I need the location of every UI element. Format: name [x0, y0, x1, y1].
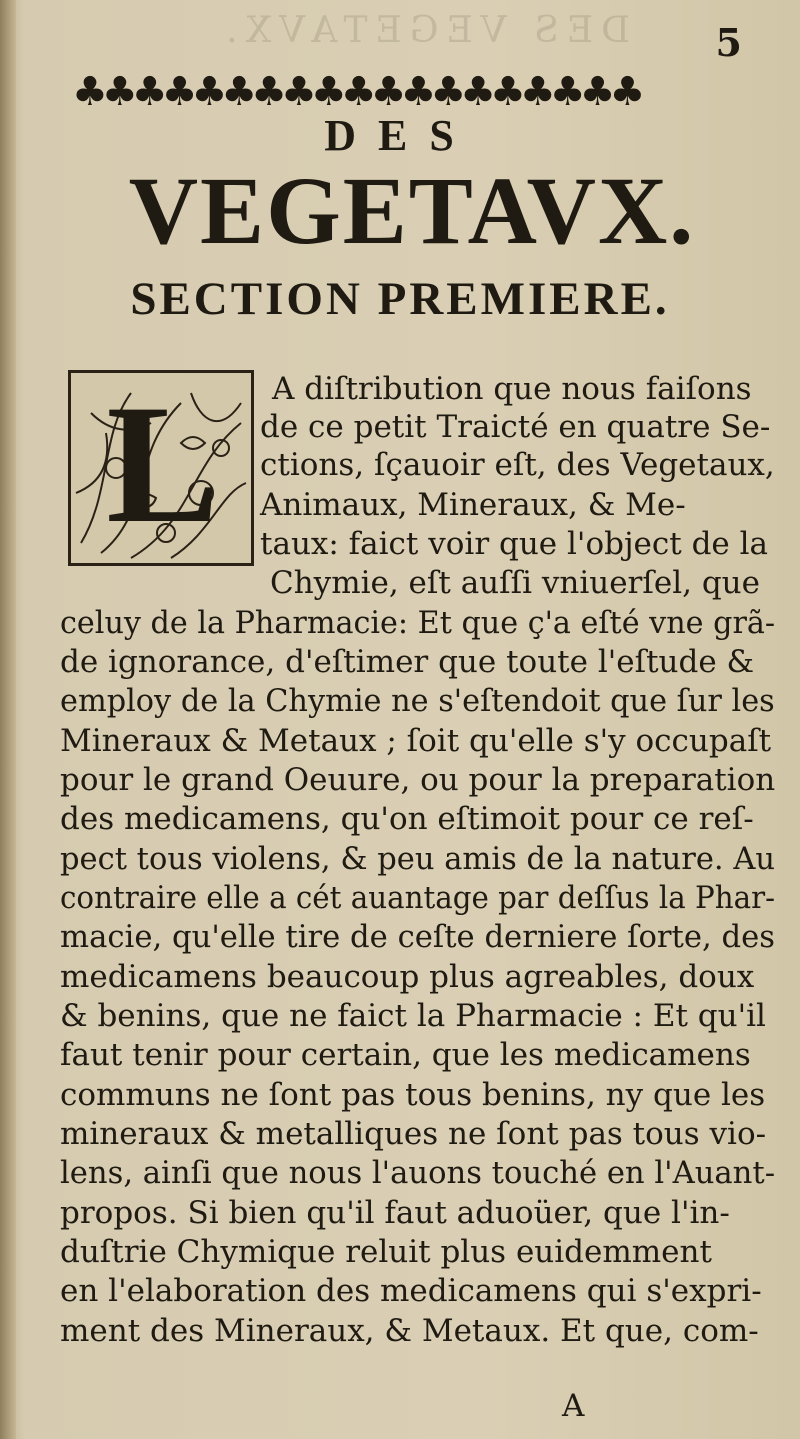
text-line: communs ne ſont pas tous benins, ny que les	[60, 1077, 766, 1113]
text-line: Mineraux & Metaux ; ſoit qu'elle s'y occupaſt	[60, 723, 772, 759]
text-line: mineraux & metalliques ne ſont pas tous vio-	[60, 1116, 767, 1152]
text-line: des medicamens, qu'on eſtimoit pour ce reſ-	[60, 801, 754, 837]
binding-gutter	[0, 0, 16, 1439]
catchword: A	[562, 1388, 585, 1424]
text-line: contraire elle a cét auantage par deſſus la Phar-	[60, 880, 776, 916]
text-line: propos. Si bien qu'il faut aduoüer, que l'in-	[60, 1195, 730, 1231]
text-line: macie, qu'elle tire de ceſte derniere ſorte, des	[60, 919, 776, 955]
initial-letter: L	[106, 370, 220, 558]
text-line: de ce petit Traicté en quatre Se-	[260, 409, 771, 445]
show-through-text: DES VEGETAVX.	[218, 10, 630, 51]
text-line: A diſtribution que nous faiſons	[272, 371, 752, 407]
text-line: & benins, que ne faict la Pharmacie : Et qu'il	[60, 998, 766, 1034]
text-line: ctions, ſçauoir eſt, des Vegetaux,	[260, 447, 775, 483]
text-line: pect tous violens, & peu amis de la nature. Au	[60, 841, 776, 877]
text-line: pour le grand Oeuure, ou pour la preparation	[60, 762, 776, 798]
text-line: duſtrie Chymique reluit plus euidemment	[60, 1234, 712, 1270]
page-number: 5	[715, 20, 742, 65]
text-line: Chymie, eſt auſſi vniuerſel, que	[270, 565, 760, 601]
text-line: de ignorance, d'eſtimer que toute l'eſtude &	[60, 644, 755, 680]
text-line: employ de la Chymie ne s'eſtendoit que ſur les	[60, 683, 775, 719]
text-line: celuy de la Pharmacie: Et que ç'a eſté vne grã-	[60, 605, 776, 641]
heading-des: DES	[324, 111, 476, 160]
text-line: lens, ainſi que nous l'auons touché en l'Auant-	[60, 1155, 776, 1191]
text-line: medicamens beaucoup plus agreables, doux	[60, 959, 755, 995]
page-title: VEGETAVX.	[128, 157, 696, 264]
section-heading: SECTION PREMIERE.	[130, 273, 670, 325]
text-line: en l'elaboration des medicamens qui s'expri-	[60, 1273, 762, 1309]
text-line: faut tenir pour certain, que les medicamens	[60, 1037, 751, 1073]
text-line: ment des Mineraux, & Metaux. Et que, com-	[60, 1313, 759, 1349]
ornament-fleurons: ♣♣♣♣♣♣♣♣♣♣♣♣♣♣♣♣♣♣♣	[72, 69, 640, 115]
decorated-initial	[68, 370, 254, 566]
text-line: taux: faict voir que l'object de la	[260, 526, 769, 562]
text-line: Animaux, Mineraux, & Me-	[260, 487, 686, 523]
